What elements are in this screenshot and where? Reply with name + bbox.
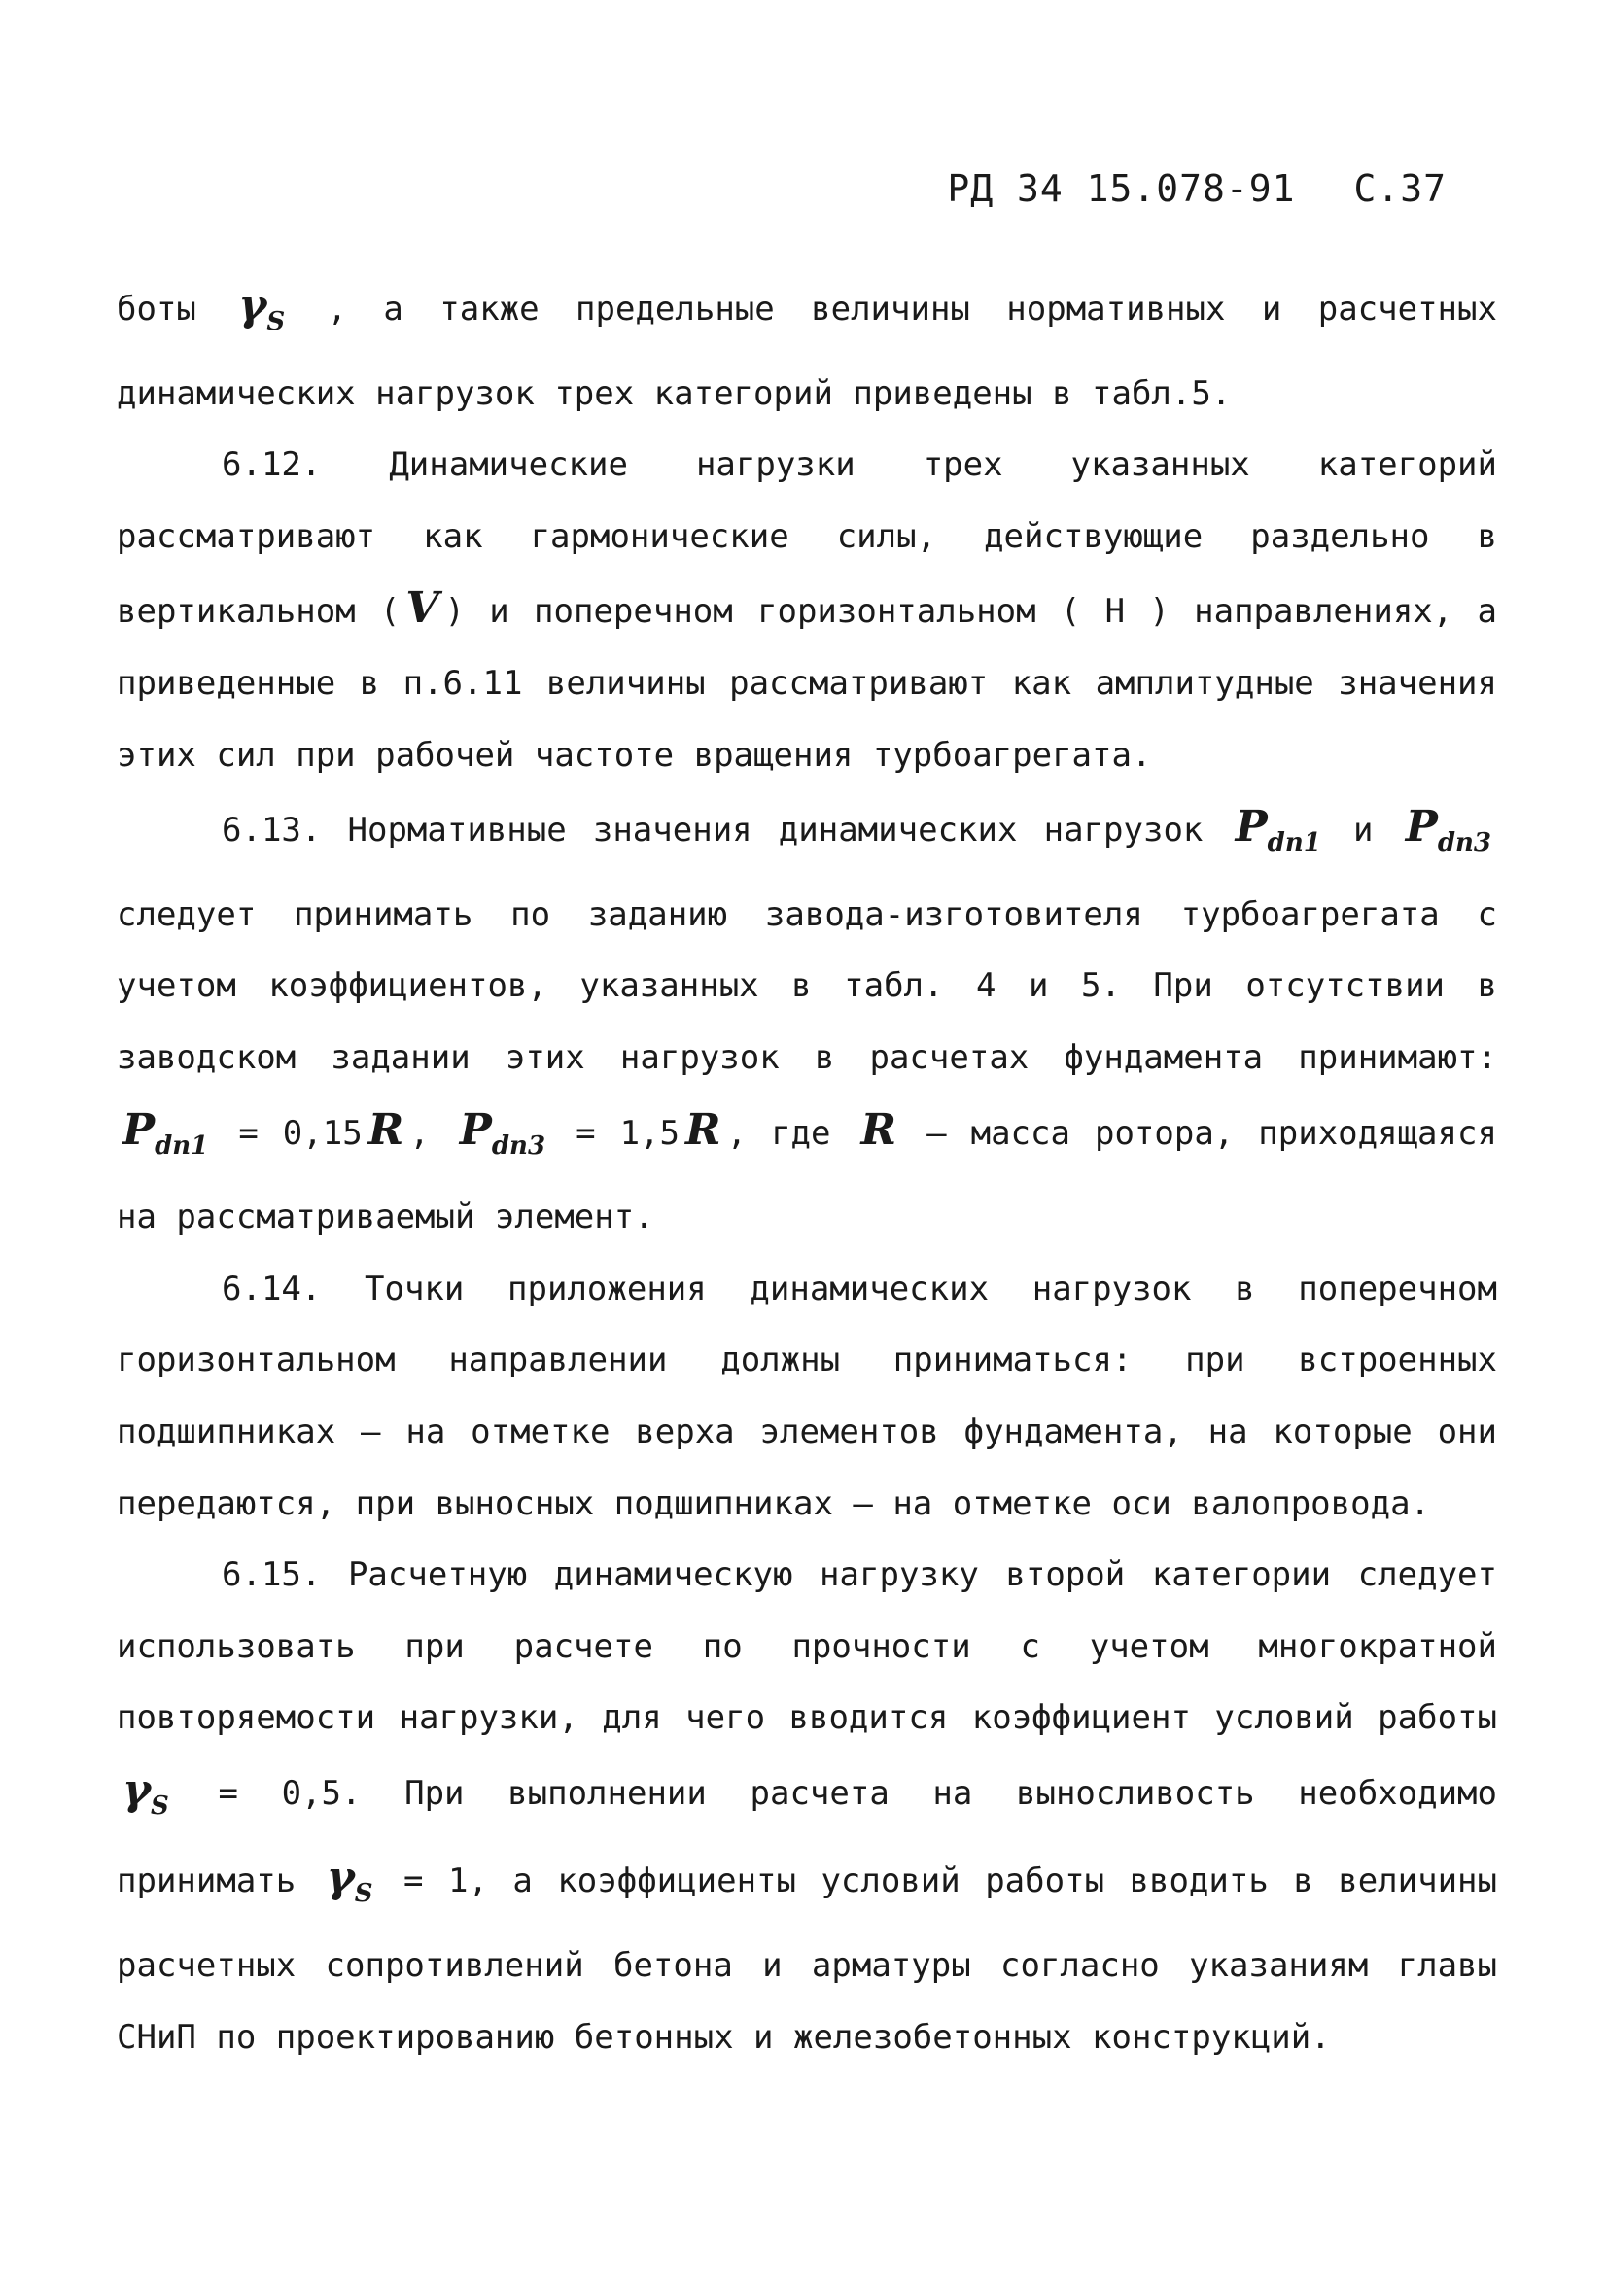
text-run: – масса ротора, приходящаяся на рассматриваемый элемент. <box>117 1113 1497 1237</box>
text-run: и <box>1353 811 1374 851</box>
r-symbol: R <box>685 1104 721 1155</box>
page-header <box>947 167 1447 210</box>
paragraph-6-12 <box>117 430 1497 791</box>
text-run: = 0,15 <box>238 1113 363 1153</box>
text-run: 6.12. Динамические нагрузки трех указанных категорий рассматривают как гармонические силы, действующие раздельно в вертикальном ( <box>117 445 1497 632</box>
r-symbol: R <box>860 1104 897 1155</box>
text-run: = 1,5 <box>576 1113 680 1153</box>
text-run: , а также предельные величины нормативных и расчетных динамических нагрузок трех категорий приведены в табл.5. <box>117 290 1497 413</box>
text-run: следует принимать по заданию завода-изготовителя турбоагрегата с учетом коэффициентов, указанных в табл. 4 и 5. При отсутствии в заводском задании этих нагрузок в расчетах фундамента принимают: <box>117 894 1497 1077</box>
text-run: 6.15. Расчетную динамическую нагрузку второй категории следует использовать при расчете по прочности с учетом многократной повторяемости нагрузки, для чего вводится коэффициент условий работы <box>117 1555 1497 1738</box>
gamma-s-symbol: $\gamma_S$ <box>326 1853 373 1909</box>
text-run: , где <box>726 1113 831 1153</box>
p-dn1-symbol: $P_{dn1}$ <box>1235 802 1321 858</box>
p-dn1-symbol: $P_{dn1}$ <box>122 1104 209 1161</box>
text-run: = 0,5. При выполнении расчета на выносливость необходимо принимать <box>117 1773 1497 1901</box>
r-symbol: R <box>367 1104 404 1155</box>
paragraph-6-13 <box>117 791 1497 1254</box>
text-run: , <box>409 1113 430 1153</box>
paragraph-6-15 <box>117 1540 1497 2073</box>
text-run: = 1, а коэффициенты условий работы вводить в величины расчетных сопротивлений бетона и арматуры согласно указаниям главы СНиП по проектированию бетонных и железобетонных конструкций. <box>117 1861 1497 2057</box>
v-symbol: V <box>405 583 439 634</box>
text-run: ) и поперечном горизонтальном ( Н ) направлениях, а приведенные в п.6.11 величины рассматривают как амплитудные значения этих сил при рабочей частоте вращения турбоагрегата. <box>117 592 1497 775</box>
gamma-s-symbol: $\gamma_S$ <box>238 281 286 336</box>
text-run: 6.13. Нормативные значения динамических нагрузок <box>222 811 1204 851</box>
p-dn3-symbol: $P_{dn3}$ <box>459 1104 546 1161</box>
paragraph-6-11-end <box>117 270 1497 430</box>
page-number: С.37 <box>1353 167 1447 210</box>
document-body <box>117 270 1497 2073</box>
text-run: боты <box>117 290 196 329</box>
p-dn3-symbol: $P_{dn3}$ <box>1405 802 1491 858</box>
paragraph-6-14: 6.14. Точки приложения динамических нагрузок в поперечном горизонтальном направлении должны приниматься: при встроенных подшипниках – на отметке верха элементов фундамента, на которые они передаются, при выносных подшипниках – на отметке оси валопровода. <box>117 1269 1497 1523</box>
document-code: РД 34 15.078-91 <box>947 167 1296 210</box>
gamma-s-symbol: $\gamma_S$ <box>122 1764 169 1821</box>
